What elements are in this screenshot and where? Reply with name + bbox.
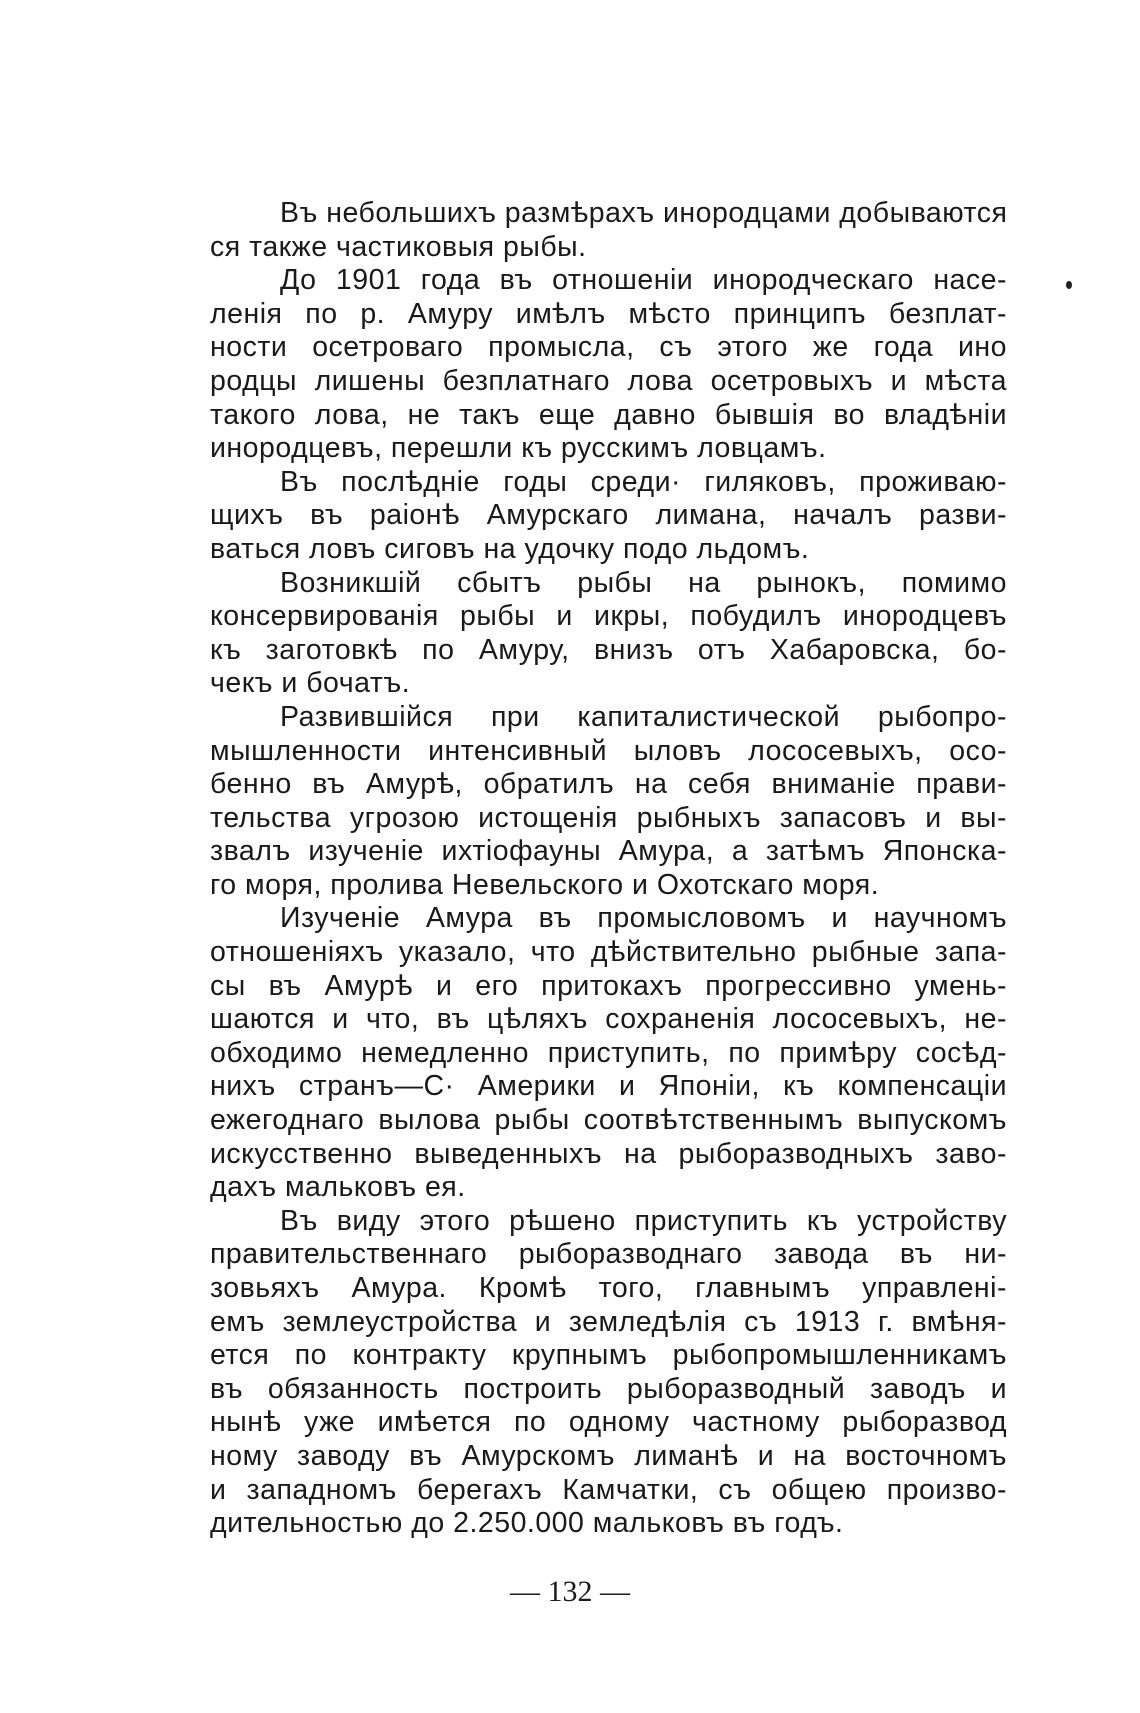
text-line: въ обязанность построить рыборазводный заводъ и: [210, 1372, 1007, 1405]
text-line: звалъ изученiе ихтiофауны Амура, а затѣмъ Японска-: [210, 835, 1007, 868]
paragraph: [210, 1205, 1007, 1541]
text-line: такого лова, не такъ еще давно бывшiя во владѣнiи: [210, 398, 1007, 431]
paragraph: [210, 197, 1007, 264]
text-line: щихъ въ раiонѣ Амурскаго лимана, началъ разви-: [210, 499, 1007, 532]
text-line: Развившiйся при капиталистической рыбопро-: [280, 700, 1007, 733]
text-line: правительственнаго рыборазводнаго завода въ ни-: [210, 1238, 1007, 1271]
page-number: — 132 —: [510, 1575, 630, 1608]
paragraph: [210, 466, 1007, 567]
text-line: нихъ странъ—С· Америки и Японiи, къ компенсацiи: [210, 1070, 1007, 1103]
text-line: ежегоднаго вылова рыбы соотвѣтственнымъ выпускомъ: [210, 1104, 1007, 1137]
text-line: консервированiя рыбы и икры, побудилъ инородцевъ: [210, 600, 1007, 633]
paragraph: [210, 902, 1007, 1204]
text-line: шаются и что, въ цѣляхъ сохраненiя лососевыхъ, не-: [210, 1003, 1007, 1036]
text-line: нынѣ уже имѣется по одному частному рыборазвод: [210, 1406, 1007, 1439]
text-line: отношенiяхъ указало, что дѣйствительно рыбные запа-: [210, 936, 1007, 969]
text-line: зовьяхъ Амура. Кромѣ того, главнымъ управленi-: [210, 1272, 1007, 1304]
paragraph: [210, 567, 1007, 701]
text-line: инородцевъ, перешли къ русскимъ ловцамъ.: [210, 432, 827, 465]
text-line: бенно въ Амурѣ, обратилъ на себя вниманiе прави-: [210, 768, 1007, 801]
text-line: ся также частиковыя рыбы.: [210, 230, 587, 263]
paragraph: [210, 701, 1007, 903]
body-text: [210, 197, 1007, 1541]
text-line: Въ виду этого рѣшено приступить къ устройству: [280, 1204, 1007, 1237]
text-line: дительностью до 2.250.000 мальковъ въ годъ.: [210, 1507, 844, 1540]
text-line: До 1901 года въ отношенiи инородческаго насе-: [280, 264, 1007, 297]
text-line: ленiя по р. Амуру имѣлъ мѣсто принципъ безплат-: [210, 297, 1007, 330]
text-line: дахъ мальковъ ея.: [210, 1171, 466, 1204]
text-line: го моря, пролива Невельского и Охотскаго моря.: [210, 868, 880, 901]
text-line: сы въ Амурѣ и его притокахъ прогрессивно умень-: [210, 969, 1007, 1002]
margin-ink-mark: [1066, 281, 1072, 289]
paragraph: [210, 264, 1007, 466]
text-line: емъ землеустройства и земледѣлiя съ 1913 г. вмѣня-: [210, 1305, 1007, 1338]
text-line: и западномъ берегахъ Камчатки, съ общею произво-: [210, 1473, 1007, 1506]
text-line: обходимо немедленно приступить, по примѣру сосѣд-: [210, 1036, 1007, 1069]
text-line: искусственно выведенныхъ на рыборазводныхъ заво-: [210, 1137, 1007, 1170]
text-line: чекъ и бочатъ.: [210, 667, 411, 700]
text-line: къ заготовкѣ по Амуру, внизъ отъ Хабаровска, бо-: [210, 633, 1007, 666]
text-line: Возникшiй сбытъ рыбы на рынокъ, помимо: [280, 566, 1007, 599]
text-line: Въ послѣднiе годы среди· гиляковъ, проживаю-: [280, 465, 1007, 498]
text-line: ется по контракту крупнымъ рыбопромышленникамъ: [210, 1339, 1007, 1372]
text-line: Изученiе Амура въ промысловомъ и научномъ: [280, 902, 1007, 935]
text-line: Въ небольшихъ размѣрахъ инородцами добываются: [280, 197, 1008, 229]
text-line: ному заводу въ Амурскомъ лиманѣ и на восточномъ: [210, 1439, 1007, 1472]
text-line: родцы лишены безплатнаго лова осетровыхъ и мѣста: [210, 364, 1007, 397]
text-line: тельства угрозою истощенiя рыбныхъ запасовъ и вы-: [210, 801, 1007, 834]
text-line: ности осетроваго промысла, съ этого же года ино: [210, 331, 1007, 364]
text-line: мышленности интенсивный ыловъ лососевыхъ, осо-: [210, 734, 1007, 767]
text-line: ваться ловъ сиговъ на удочку подо льдомъ.: [210, 532, 810, 565]
